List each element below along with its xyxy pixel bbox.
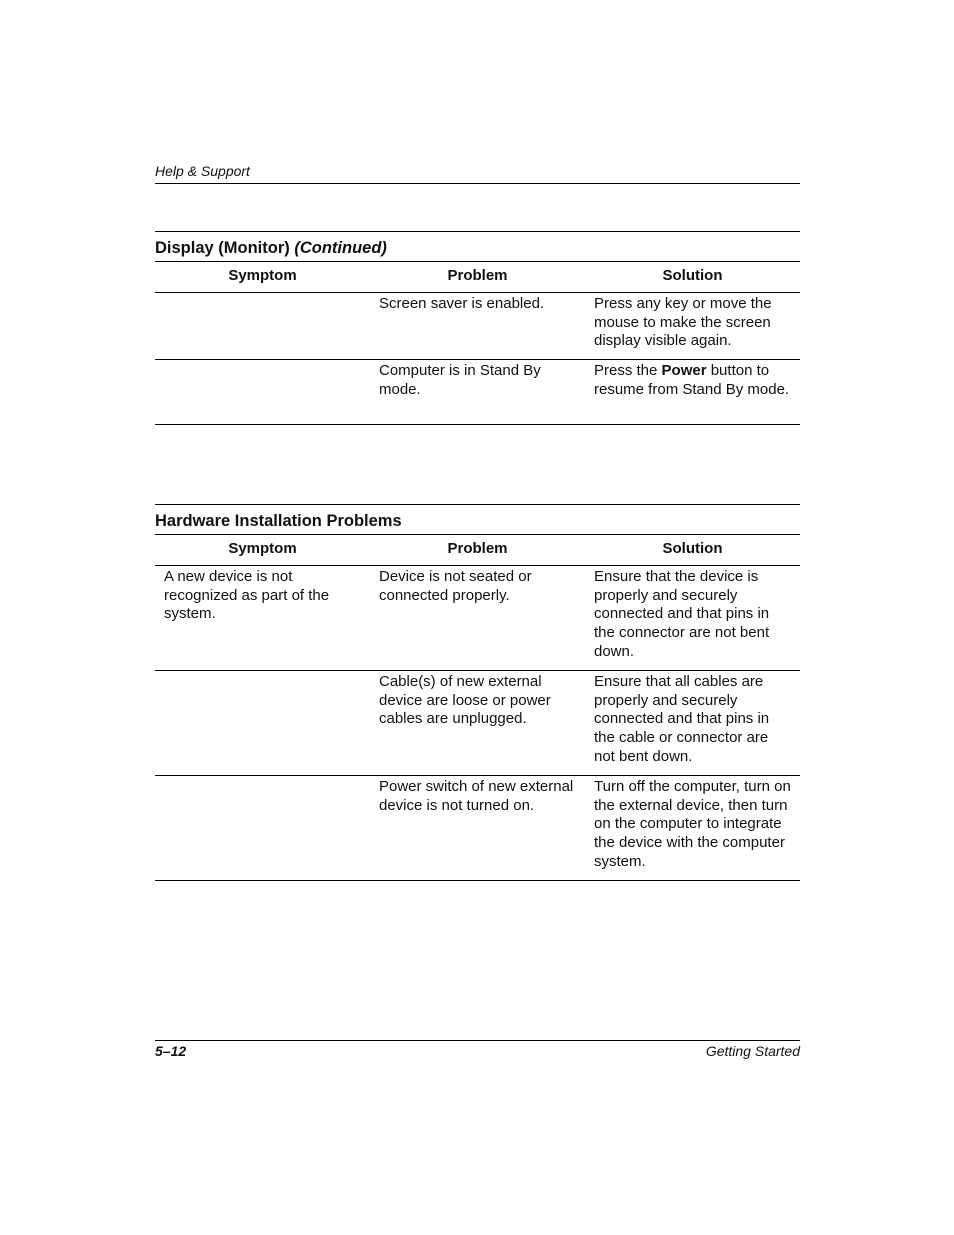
- header-rule: [155, 183, 800, 184]
- header-section-label: Help & Support: [155, 163, 250, 179]
- table-row: [155, 565, 800, 670]
- column-header-solution: Solution: [585, 535, 800, 566]
- section-title-text: Display (Monitor): [155, 239, 290, 257]
- problem-cell: Screen saver is enabled.: [379, 294, 545, 312]
- symptom-cell: [155, 775, 370, 880]
- section-title-text: Hardware Installation Problems: [155, 512, 402, 530]
- problem-cell: Power switch of new external device is not turned on.: [370, 775, 585, 880]
- problem-cell: Device is not seated or connected properly.: [379, 567, 532, 604]
- power-button-term: Power: [661, 362, 707, 380]
- column-header-symptom: Symptom: [155, 262, 370, 293]
- symptom-cell: [155, 360, 370, 425]
- section-title: [155, 504, 800, 534]
- document-title: Getting Started: [705, 1043, 800, 1059]
- column-header-solution: Solution: [585, 262, 800, 293]
- solution-cell: Ensure that the device is properly and securely connected and that pins in the connector are not bent down.: [594, 567, 770, 660]
- troubleshooting-table: [155, 534, 800, 881]
- running-header: [155, 163, 800, 184]
- running-footer: [155, 1040, 800, 1059]
- display-monitor-section: [155, 231, 800, 425]
- column-header-problem: Problem: [370, 262, 585, 293]
- troubleshooting-table: [155, 261, 800, 425]
- section-title: [155, 231, 800, 261]
- solution-cell: Ensure that all cables are properly and securely connected and that pins in the cable or connector are not bent down.: [585, 670, 800, 775]
- table-header-row: [155, 262, 800, 293]
- solution-text: button to resume from Stand By mode.: [594, 362, 790, 398]
- table-row: [155, 292, 800, 359]
- hardware-installation-section: [155, 504, 800, 881]
- solution-text: Press the: [594, 362, 662, 380]
- symptom-cell: [155, 670, 370, 775]
- solution-cell: Turn off the computer, turn on the external device, then turn on the computer to integrate the device with the computer system.: [585, 775, 800, 880]
- symptom-cell: A new device is not recognized as part of the system.: [164, 567, 330, 623]
- section-title-continued: (Continued): [294, 239, 387, 257]
- column-header-symptom: Symptom: [155, 535, 370, 566]
- page-number: 5–12: [155, 1043, 187, 1059]
- solution-cell: Press any key or move the mouse to make the screen display visible again.: [594, 294, 772, 350]
- table-header-row: [155, 535, 800, 566]
- table-row: [155, 670, 800, 775]
- symptom-cell: [155, 292, 370, 359]
- problem-cell: Computer is in Stand By mode.: [370, 360, 585, 425]
- problem-cell: Cable(s) of new external device are loose or power cables are unplugged.: [370, 670, 585, 775]
- column-header-problem: Problem: [370, 535, 585, 566]
- table-row: [155, 360, 800, 425]
- table-row: [155, 775, 800, 880]
- solution-cell: [585, 360, 800, 425]
